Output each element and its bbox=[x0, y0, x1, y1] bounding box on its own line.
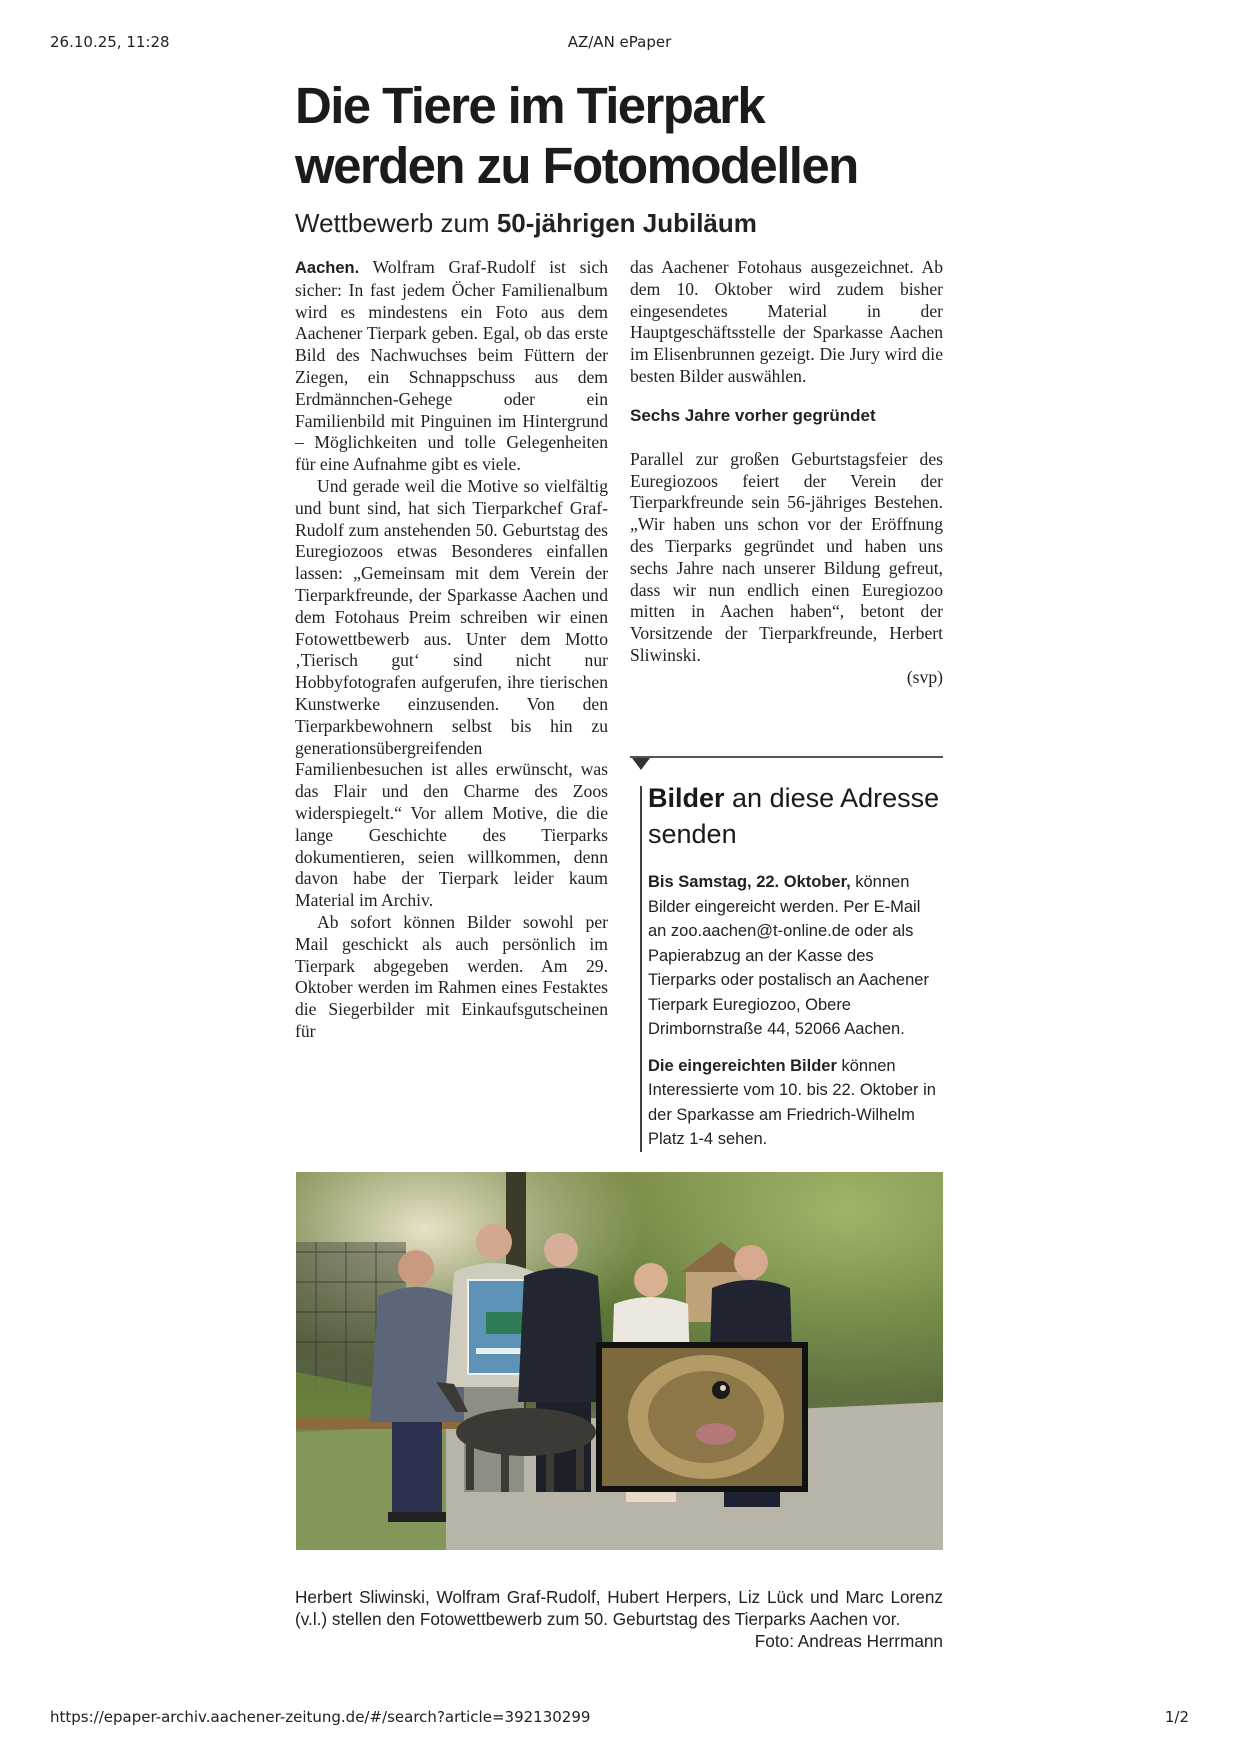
subheadline-text: Wettbewerb zum bbox=[295, 208, 497, 238]
info-box-title bbox=[648, 780, 943, 852]
info-box-title-rest: an diese Adresse senden bbox=[648, 783, 940, 849]
author-abbreviation: (svp) bbox=[906, 666, 943, 687]
print-url: https://epaper-archiv.aachener-zeitung.de/#/search?article=392130299 bbox=[50, 1708, 591, 1726]
photo-caption bbox=[295, 1586, 943, 1652]
info-box-paragraph-2 bbox=[648, 1054, 943, 1152]
news-photo-illustration bbox=[296, 1172, 943, 1550]
photo-credit: Foto: Andreas Herrmann bbox=[754, 1631, 943, 1651]
print-page-number: 1/2 bbox=[1164, 1708, 1189, 1726]
article-paragraph-3-part-1: Ab sofort können Bilder sowohl per Mail geschickt als auch persönlich im Tierpark abgegeben werden. Am 29. Oktober werden im Rahmen eines Festaktes die Siegerbilder mit Einkaufsgutscheinen für bbox=[295, 911, 608, 1041]
info-box-rule bbox=[640, 786, 642, 1152]
print-date: 26.10.25, 11:28 bbox=[50, 33, 170, 51]
info-box-deadline: Bis Samstag, 22. Oktober, bbox=[648, 873, 851, 891]
info-box bbox=[630, 756, 943, 1154]
info-box-title-bold: Bilder bbox=[648, 783, 725, 813]
subheadline bbox=[295, 206, 955, 240]
photo-caption-text: Herbert Sliwinski, Wolfram Graf-Rudolf, Hubert Herpers, Liz Lück und Marc Lorenz (v.l.) stellen den Fotowettbewerb zum 50. Geburtstag des Tierparks Aachen vor. bbox=[295, 1587, 943, 1629]
info-box-paragraph-1 bbox=[648, 870, 943, 1042]
subheading: Sechs Jahre vorher gegründet bbox=[630, 405, 876, 425]
info-box-text bbox=[648, 870, 943, 1152]
print-title: AZ/AN ePaper bbox=[567, 33, 672, 51]
info-box-paragraph-1-text: können Bilder eingereicht werden. Per E-Mail an zoo.aachen@t-online.de oder als Papierabzug an der Kasse des Tierparks oder postalisch an Aachener Tierpark Euregiozoo, Obere Drimbornstraße 44, 52066 Aachen. bbox=[648, 873, 929, 1038]
framed-monkey-photo bbox=[596, 1342, 808, 1492]
paragraph-1-text: Wolfram Graf-Rudolf ist sich sicher: In fast jedem Öcher Familienalbum wird es mindestens ein Foto aus dem Aachener Tierpark geben. Egal, ob das erste Bild des Nachwuchses beim Füttern der Ziegen, ein Schnappschuss aus dem Erdmännchen-Gehege oder ein Familienbild mit Pinguinen im Hintergrund – Möglichkeiten und tolle Gelegenheiten für eine Aufnahme gibt es viele. bbox=[295, 257, 608, 475]
headline-line-2: werden zu Fotomodellen bbox=[295, 137, 858, 194]
news-photo bbox=[296, 1172, 943, 1550]
info-box-exhibit-label: Die eingereichten Bilder bbox=[648, 1056, 837, 1075]
article-paragraph-4: Parallel zur großen Geburtstagsfeier des Euregiozoos feiert der Verein der Tierparkfreunde sein 56-jähriges Bestehen. „Wir haben uns schon vor der Eröffnung des Tierparks gegründet und haben uns sechs Jahre nach unserer Bildung gefreut, dass wir nun endlich einen Euregiozoo mitten in Aachen haben“, betont der Vorsitzende der Tierparkfreunde, Herbert Sliwinski. bbox=[630, 448, 943, 665]
article-paragraph-2: Und gerade weil die Motive so vielfältig und bunt sind, hat sich Tierparkchef Graf-Rudolf zum anstehenden 50. Geburtstag des Euregiozoos etwas Besonderes einfallen lassen: „Gemeinsam mit dem Verein der Tierparkfreunde, der Sparkasse Aachen und dem Fotohaus Preim schreiben wir einen Fotowettbewerb aus. Unter dem Motto ‚Tierisch gut‘ sind nicht nur Hobbyfotografen aufgerufen, ihre tierischen Kunstwerke einzusenden. Von den Tierparkbewohnern selbst bis hin zu generationsübergreifenden Familienbesuchen ist alles erwünscht, was das Flair und den Charme des Zoos widerspiegelt.“ Vor allem Motive, die die lange Geschichte des Tierparks dokumentieren, seien willkommen, denn davon habe der Tierpark leider kaum Material im Archiv. bbox=[295, 475, 608, 911]
article-column-2 bbox=[630, 257, 943, 689]
article-paragraph-3-part-2: das Aachener Fotohaus ausgezeichnet. Ab dem 10. Oktober wird zudem bisher eingesendetes Material in der Hauptgeschäftsstelle der Sparkasse Aachen im Elisenbrunnen gezeigt. Die Jury wird die besten Bilder auswählen. bbox=[630, 257, 943, 386]
article-column-1 bbox=[295, 257, 608, 1043]
info-box-content bbox=[648, 780, 943, 1152]
headline-line-1: Die Tiere im Tierpark bbox=[295, 77, 765, 134]
info-box-paragraph-2-text: können Interessierte vom 10. bis 22. Oktober in der Sparkasse am Friedrich-Wilhelm Platz 1-4 sehen. bbox=[648, 1056, 936, 1148]
headline bbox=[295, 76, 955, 196]
dateline: Aachen. bbox=[295, 259, 360, 277]
subheadline-bold: 50-jährigen Jubiläum bbox=[496, 208, 757, 238]
author-line bbox=[630, 667, 943, 689]
article-paragraph-1 bbox=[295, 257, 608, 476]
info-box-triangle-icon bbox=[632, 758, 650, 770]
